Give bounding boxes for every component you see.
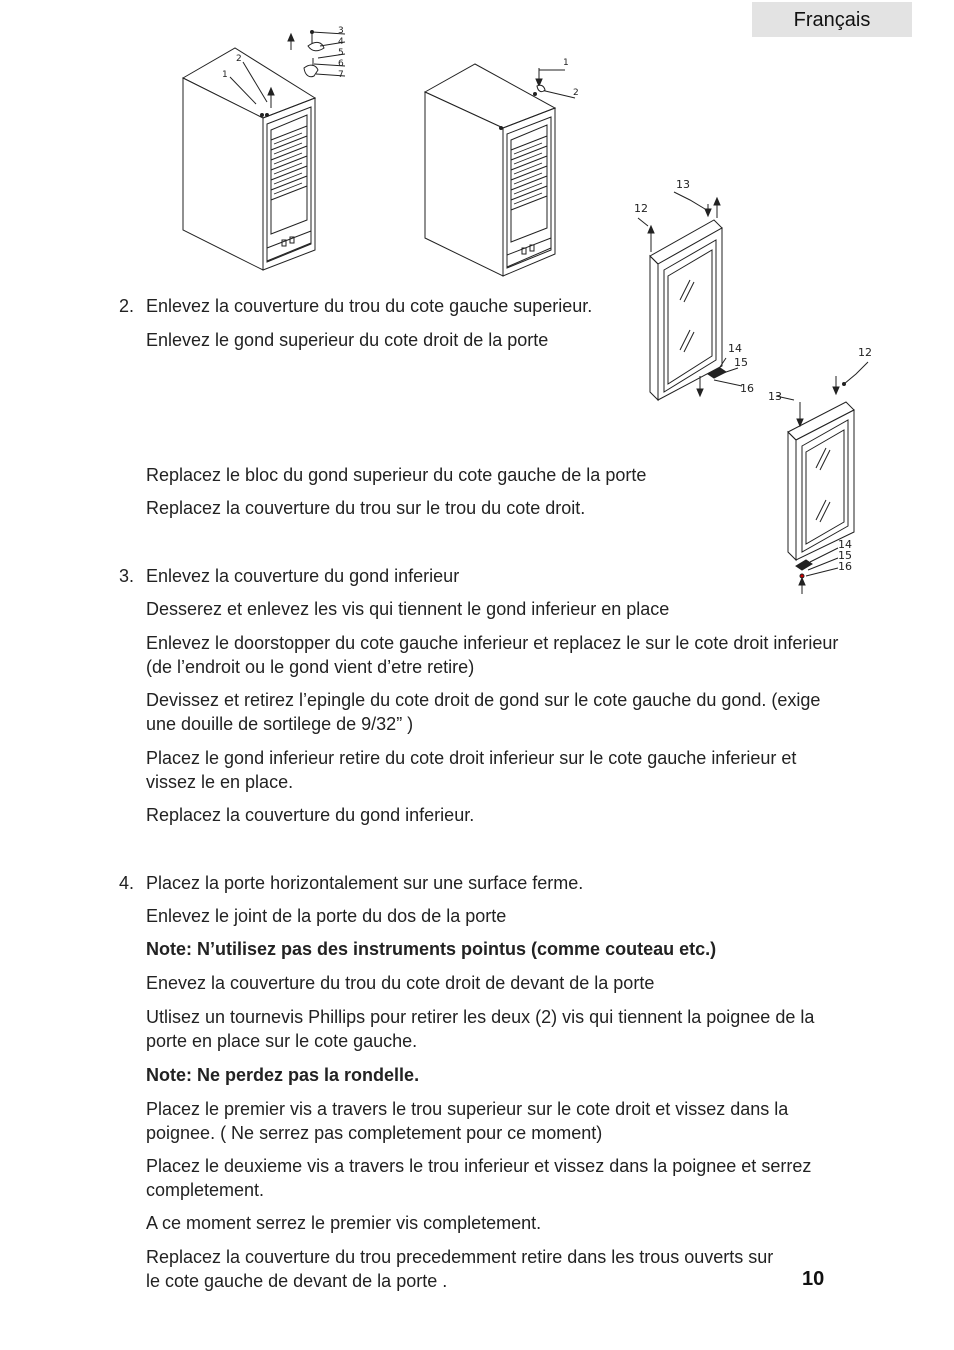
step-number: 3. — [119, 566, 135, 586]
instruction-line: Enevez la couverture du trou du cote droit de devant de la porte — [146, 973, 655, 993]
callout-label: 3 — [338, 26, 344, 36]
instruction-line: Placez le deuxieme vis a travers le trou inferieur et vissez dans la poignee et serrez completement. — [146, 1156, 812, 1200]
callout-label: 7 — [338, 70, 344, 80]
instruction-line: Replacez la couverture du gond inferieur. — [146, 805, 475, 825]
callout-label: 16 — [740, 382, 754, 395]
callout-label: 15 — [838, 549, 852, 562]
callout-label: 1 — [563, 58, 569, 68]
instruction-line: Enlevez la couverture du trou du cote gauche superieur. — [146, 296, 593, 316]
callout-label: 13 — [768, 390, 782, 403]
callout-label: 13 — [676, 178, 690, 191]
instruction-line: Placez le premier vis a travers le trou superieur sur le cote droit et vissez dans la poignee. ( Ne serrez pas completement pour ce moment) — [146, 1099, 789, 1143]
instruction-line: Placez la porte horizontalement sur une surface ferme. — [146, 873, 584, 893]
instruction-line: Replacez la couverture du trou sur le trou du cote droit. — [146, 498, 586, 518]
instruction-line: Devissez et retirez l’epingle du cote droit de gond sur le cote gauche du gond. (exige une douille de sortilege de 9/32” ) — [146, 690, 821, 734]
instruction-line: Replacez le bloc du gond superieur du cote gauche de la porte — [146, 465, 647, 485]
language-tab: Français — [752, 2, 912, 37]
callout-label: 16 — [838, 560, 852, 573]
callout-label: 12 — [858, 346, 872, 359]
callout-label: 2 — [573, 88, 579, 98]
note-warning: Note: Ne perdez pas la rondelle. — [146, 1065, 420, 1085]
callout-label: 5 — [338, 48, 344, 58]
instruction-line: Utlisez un tournevis Phillips pour retirer les deux (2) vis qui tiennent la poignee de la porte en place sur le cote gauche. — [146, 1007, 815, 1051]
callout-label: 6 — [338, 59, 344, 69]
cabinet-diagram-left — [170, 20, 360, 280]
instruction-line: Enlevez le doorstopper du cote gauche inferieur et replacez le sur le cote droit inferieur (de l’endroit ou le gond vient d’etre retire) — [146, 633, 839, 677]
cabinet-diagram-right — [415, 50, 595, 285]
instruction-line: Enlevez le joint de la porte du dos de la porte — [146, 906, 507, 926]
step-number: 2. — [119, 296, 135, 316]
instruction-line: Desserez et enlevez les vis qui tiennent le gond inferieur en place — [146, 599, 670, 619]
callout-label: 4 — [338, 37, 344, 47]
page-number: 10 — [802, 1268, 825, 1290]
callout-label: 14 — [838, 538, 852, 551]
note-warning: Note: N’utilisez pas des instruments pointus (comme couteau etc.) — [146, 939, 717, 959]
callout-label: 14 — [728, 342, 742, 355]
door-diagram-left — [630, 178, 760, 408]
callout-label: 1 — [222, 70, 228, 80]
instruction-line: Placez le gond inferieur retire du cote droit inferieur sur le cote gauche inferieur et vissez le en place. — [146, 748, 797, 792]
instruction-line: Enlevez la couverture du gond inferieur — [146, 566, 460, 586]
instruction-line: Replacez la couverture du trou precedemment retire dans les trous ouverts sur le cote gauche de devant de la porte . — [146, 1247, 774, 1291]
instruction-line: Enlevez le gond superieur du cote droit de la porte — [146, 330, 549, 350]
instruction-line: A ce moment serrez le premier vis completement. — [146, 1213, 542, 1233]
step-number: 4. — [119, 873, 135, 893]
callout-label: 2 — [236, 54, 242, 64]
callout-label: 12 — [634, 202, 648, 215]
callout-label: 15 — [734, 356, 748, 369]
